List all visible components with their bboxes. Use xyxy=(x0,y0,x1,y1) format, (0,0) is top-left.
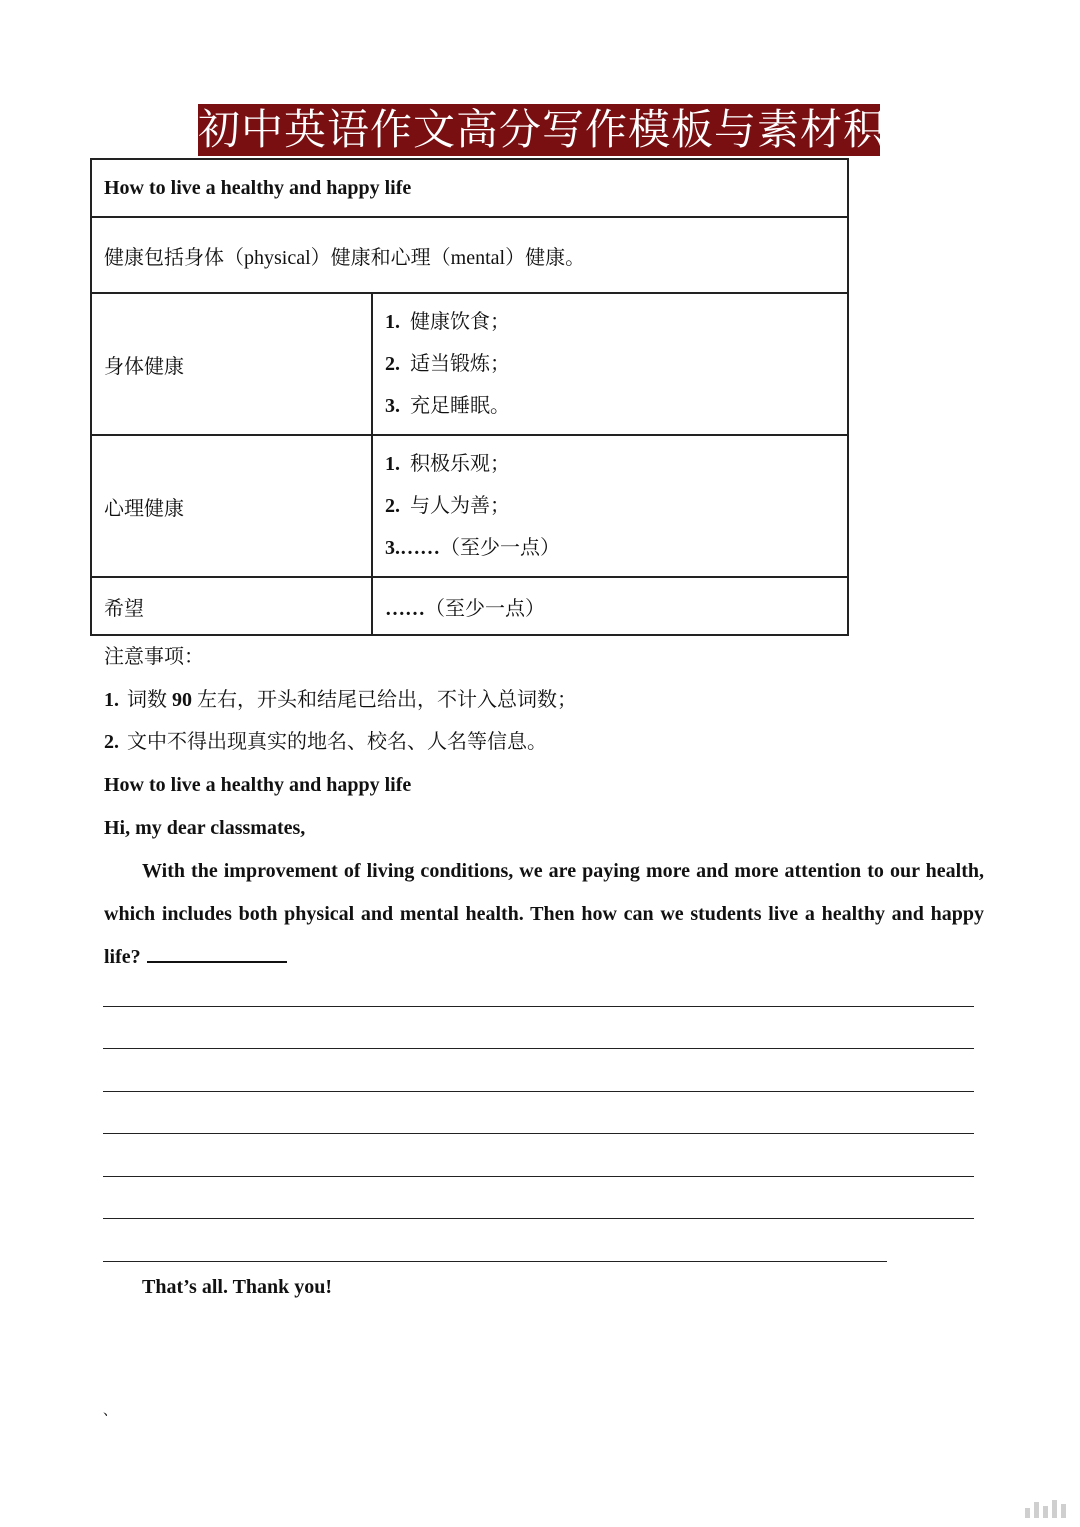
list-item: 1. 健康饮食； xyxy=(385,311,510,333)
physical-health-points xyxy=(372,293,848,435)
outline-table xyxy=(90,158,849,636)
essay-greeting: Hi, my dear classmates, xyxy=(104,817,306,839)
table-intro: 健康包括身体（physical）健康和心理（mental）健康。 xyxy=(91,217,848,293)
essay-closing: That’s all. Thank you! xyxy=(142,1276,333,1298)
mental-health-points xyxy=(372,435,848,577)
writing-line[interactable] xyxy=(103,1091,974,1092)
list-item: 3. 充足睡眠。 xyxy=(385,395,510,417)
essay-section xyxy=(104,764,984,979)
notes-section xyxy=(104,636,1004,764)
list-item: 2. 与人为善； xyxy=(385,495,510,517)
writing-line[interactable] xyxy=(103,1176,974,1177)
mental-health-label: 心理健康 xyxy=(91,435,372,577)
hope-point: ……（至少一点） xyxy=(372,577,848,635)
note-item: 1. 词数 90 左右，开头和结尾已给出，不计入总词数； xyxy=(104,688,577,711)
list-item: 2. 适当锻炼； xyxy=(385,353,510,375)
essay-title: How to live a healthy and happy life xyxy=(104,774,412,796)
writing-line[interactable] xyxy=(103,1048,974,1049)
writing-line[interactable] xyxy=(103,1218,974,1219)
stray-mark: 、 xyxy=(103,1404,117,1419)
table-title: How to live a healthy and happy life xyxy=(91,159,848,217)
physical-health-label: 身体健康 xyxy=(91,293,372,435)
writing-line[interactable] xyxy=(103,1006,974,1007)
note-item: 2. 文中不得出现真实的地名、校名、人名等信息。 xyxy=(104,731,547,753)
notes-heading: 注意事项： xyxy=(104,646,204,668)
list-item: 3.……（至少一点） xyxy=(385,537,560,559)
hope-label: 希望 xyxy=(91,577,372,635)
essay-paragraph: With the improvement of living conditions, we are paying more and more attention to our health, which includes both physical and mental health. Then how can we students live a healthy and happy life? xyxy=(104,860,984,968)
writing-line[interactable] xyxy=(103,1133,974,1134)
answer-blank[interactable] xyxy=(147,941,287,963)
list-item: 1. 积极乐观； xyxy=(385,453,510,475)
writing-line[interactable] xyxy=(103,1261,887,1262)
watermark-icon xyxy=(1025,1500,1066,1518)
banner-title: 初中英语作文高分写作模板与素材积累 xyxy=(198,105,930,154)
